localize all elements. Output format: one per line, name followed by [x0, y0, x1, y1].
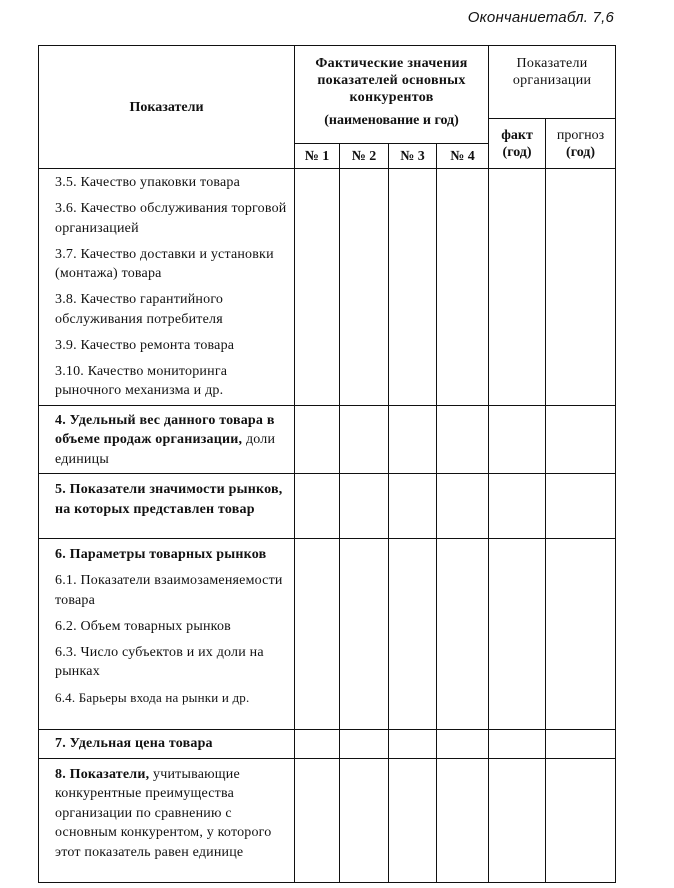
value-cell: [295, 474, 340, 539]
value-cell: [437, 474, 489, 539]
item-6-2: 6.2. Объем товарных рынков: [55, 618, 231, 634]
value-cell: [546, 758, 616, 882]
value-cell: [437, 730, 489, 759]
value-cell: [489, 405, 546, 474]
value-cell: [389, 169, 437, 406]
row-4-plain: доли единицы: [55, 432, 276, 467]
row-6-title: 6. Параметры товарных рынков: [55, 547, 267, 562]
value-cell: [340, 169, 389, 406]
value-cell: [546, 539, 616, 730]
table-row: [39, 539, 616, 730]
value-cell: [340, 405, 389, 474]
value-cell: [546, 169, 616, 406]
value-cell: [340, 730, 389, 759]
value-cell: [489, 474, 546, 539]
fact-label: факт: [501, 127, 533, 143]
value-cell: [489, 539, 546, 730]
row-quality-items: [39, 169, 295, 406]
row-8: [39, 758, 295, 882]
item-3-9: 3.9. Качество ремонта товара: [55, 337, 235, 353]
value-cell: [546, 730, 616, 759]
value-cell: [437, 405, 489, 474]
forecast-year: (год): [566, 144, 596, 160]
indicators-table: [38, 45, 616, 883]
header-competitors: [295, 46, 489, 144]
item-6-3: 6.3. Число субъектов и их доли на рынках: [55, 644, 264, 679]
row-8-plain: учитывающие конкурентные преимущества организации по сравнению с основным конкурентом, у которого этот показатель равен единице: [55, 766, 272, 860]
header-indicators: Показатели: [39, 46, 295, 169]
table-caption: Окончаниетабл. 7,6: [467, 9, 614, 26]
item-3-8: 3.8. Качество гарантийного обслуживания потребителя: [55, 292, 224, 327]
item-3-6: 3.6. Качество обслуживания торговой организацией: [55, 201, 287, 236]
value-cell: [437, 758, 489, 882]
header-forecast: [546, 119, 616, 169]
header-competitor-2: № 2: [340, 144, 389, 169]
value-cell: [295, 730, 340, 759]
value-cell: [389, 539, 437, 730]
table-row: [39, 730, 616, 759]
value-cell: [389, 405, 437, 474]
value-cell: [295, 539, 340, 730]
fact-year: (год): [502, 144, 532, 160]
value-cell: [340, 758, 389, 882]
value-cell: [437, 539, 489, 730]
item-3-5: 3.5. Качество упаковки товара: [55, 175, 241, 190]
header-organization: [489, 46, 616, 119]
value-cell: [546, 405, 616, 474]
header-competitors-sub: (наименование и год): [324, 113, 459, 128]
value-cell: [389, 474, 437, 539]
header-competitor-3: № 3: [389, 144, 437, 169]
table-row: [39, 474, 616, 539]
forecast-label: прогноз: [556, 127, 605, 143]
value-cell: [389, 758, 437, 882]
item-3-10: 3.10. Качество мониторинга рыночного механизма и др.: [55, 363, 228, 398]
value-cell: [489, 169, 546, 406]
value-cell: [340, 474, 389, 539]
row-6: [39, 539, 295, 730]
value-cell: [295, 169, 340, 406]
item-3-7: 3.7. Качество доставки и установки (монтажа) товара: [55, 246, 274, 281]
value-cell: [340, 539, 389, 730]
table-row: [39, 405, 616, 474]
table-row: [39, 758, 616, 882]
header-competitors-title: Фактические значения показателей основных конкурентов: [315, 56, 468, 105]
item-6-1: 6.1. Показатели взаимозаменяемости товара: [55, 573, 283, 608]
row-8-bold: 8. Показатели,: [55, 766, 150, 782]
header-fact: [489, 119, 546, 169]
header-org-title: Показатели организации: [512, 56, 592, 88]
header-competitor-4: № 4: [437, 144, 489, 169]
row-4-bold: 4. Удельный вес данного товара в объеме продаж организации,: [55, 412, 275, 447]
value-cell: [546, 474, 616, 539]
value-cell: [389, 730, 437, 759]
value-cell: [489, 758, 546, 882]
value-cell: [437, 169, 489, 406]
value-cell: [295, 758, 340, 882]
row-5: 5. Показатели значимости рынков, на которых представлен товар: [39, 474, 295, 539]
table-row: [39, 169, 616, 406]
header-competitor-1: № 1: [295, 144, 340, 169]
item-6-4: 6.4. Барьеры входа на рынки и др.: [55, 690, 250, 705]
row-4: [39, 405, 295, 474]
value-cell: [295, 405, 340, 474]
value-cell: [489, 730, 546, 759]
row-7: 7. Удельная цена товара: [39, 730, 295, 759]
